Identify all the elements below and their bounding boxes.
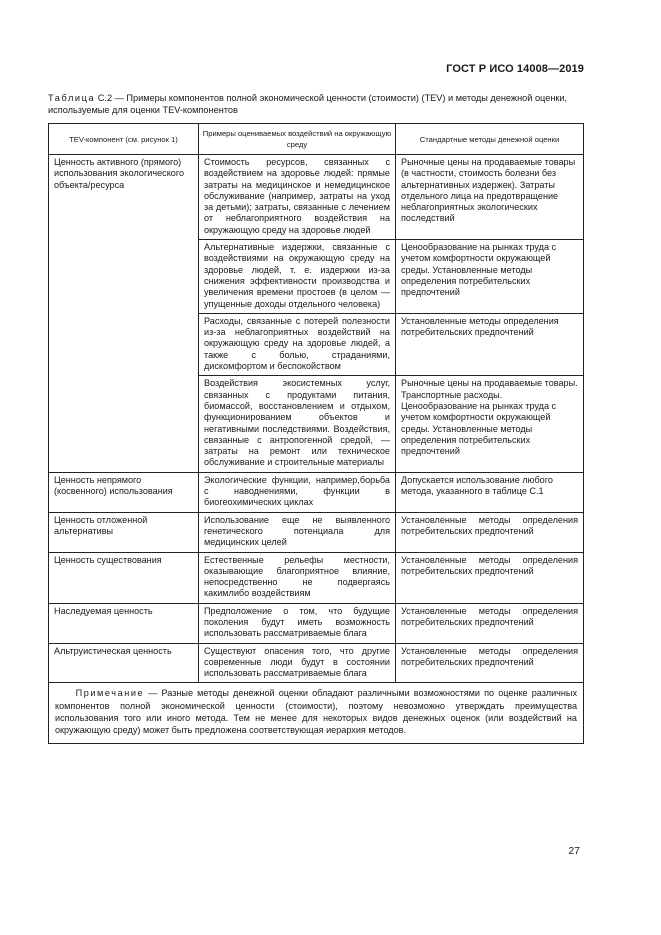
column-header: TEV-компонент (см. рисунок 1) [49,124,199,155]
methods-cell: Установленные методы определения потребительских предпочтений [396,512,584,552]
caption-text: С.2 — Примеры компонентов полной экономической ценности (стоимости) (TEV) и методы денежной оценки, используемые для оценки TEV-компонентов [48,93,568,115]
impact-cell: Предположение о том, что будущие поколения будут иметь возможность использовать рассматриваемые блага [199,603,396,643]
tev-component-cell: Альтруистическая ценность [49,643,199,683]
tev-table [48,123,584,744]
note-label: Примечание [75,688,145,699]
tev-component-cell: Ценность активного (прямого) использования экологического объекта/ресурса [49,155,199,473]
methods-cell: Допускается использование любого метода, указанного в таблице С.1 [396,472,584,512]
impact-cell: Расходы, связанные с потерей полезности из-за неблагоприятных воздействий на окружающую среду на здоровье людей, а также с болью, страданиями, дискомфортом и беспокойством [199,313,396,375]
tev-component-cell: Ценность существования [49,552,199,603]
tev-component-cell: Ценность отложенной альтернативы [49,512,199,552]
impact-cell: Стоимость ресурсов, связанных с воздействием на здоровье людей: прямые затраты на медицинское и немедицинское обслуживание (например, затраты на уход за детьми); затраты, связанные с лечением от неблагоприятного воздействия на окружающую среду на здоровье людей [199,155,396,240]
tev-component-cell: Ценность непрямого (косвенного) использования [49,472,199,512]
caption-label: Таблица [48,93,96,103]
table-row [49,603,584,643]
impact-cell: Экологические функции, например,борьба с наводнениями, функции в биогеохимических циклах [199,472,396,512]
methods-cell: Установленные методы определения потребительских предпочтений [396,603,584,643]
methods-cell: Рыночные цены на продаваемые товары. Транспортные расходы. Ценообразование на рынках труда с учетом комфортности окружающей среды. Установленные методы определения потребительских предпочтений [396,376,584,472]
methods-cell: Установленные методы определения потребительских предпочтений [396,313,584,375]
table-note [49,683,584,743]
column-header: Примеры оцениваемых воздействий на окружающую среду [199,124,396,155]
impact-cell: Существуют опасения того, что другие современные люди будут в состоянии использовать рассматриваемые блага [199,643,396,683]
table-caption [48,92,583,116]
impact-cell: Естественные рельефы местности, оказывающие благоприятное влияние, непосредственно не подвергаясь какимлибо воздействиям [199,552,396,603]
tev-component-cell: Наследуемая ценность [49,603,199,643]
impact-cell: Использование еще не выявленного генетического потенциала для медицинских целей [199,512,396,552]
table-header-row [49,124,584,155]
note-text: — Разные методы денежной оценки обладают различными возможностями по оценке различных компонентов полной экономической ценности (стоимости), поэтому невозможно утверждать преимущества использования того или иного метода. Тем не менее для некоторых видов денежных оценок (или воздействий на окружающую среду) может быть предложена соответствующая иерархия методов. [55,688,577,736]
impact-cell: Воздействия экосистемных услуг, связанных с продуктами питания, биомассой, восстановлением и отдыхом, функционированием объектов и негативными последствиями. Воздействия, связанные с антропогенной средой, — затраты на ремонт или техническое обслуживание и строительные материалы [199,376,396,472]
impact-cell: Альтернативные издержки, связанные с воздействиями на окружающую среду на здоровье людей, т. е. издержки из-за снижения эффективности производства и увеличения времени простоев (в целом — упущенные доходы отдельного человека) [199,240,396,314]
page-number: 27 [568,845,580,857]
table-row [49,552,584,603]
document-code: ГОСТ Р ИСО 14008—2019 [446,63,584,75]
methods-cell: Установленные методы определения потребительских предпочтений [396,643,584,683]
table-row [49,643,584,683]
table-row [49,512,584,552]
column-header: Стандартные методы денежной оценки [396,124,584,155]
methods-cell: Ценообразование на рынках труда с учетом комфортности окружающей среды. Установленные методы определения потребительских предпочтений [396,240,584,314]
table-row [49,155,584,240]
methods-cell: Рыночные цены на продаваемые товары (в частности, стоимость болезни без альтернативных издержек). Затраты отдельного лица на предотвращение неблагоприятных экологических последствий [396,155,584,240]
methods-cell: Установленные методы определения потребительских предпочтений [396,552,584,603]
table-note-row [49,683,584,743]
table-row [49,472,584,512]
